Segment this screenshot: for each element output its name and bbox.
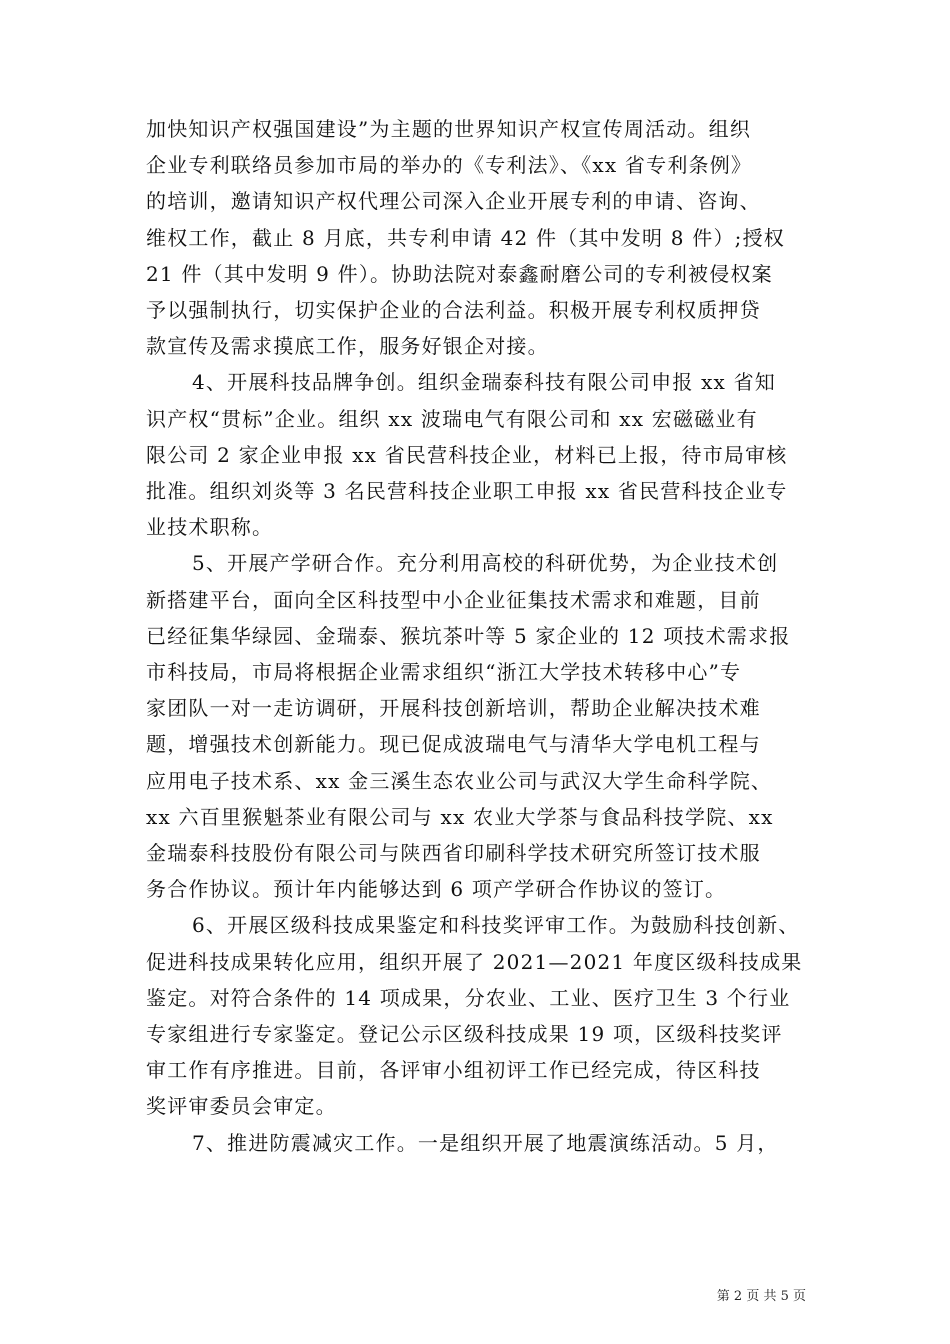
text-line: 市科技局，市局将根据企业需求组织“浙江大学技术转移中心”专 xyxy=(146,660,742,685)
text-line: 奖评审委员会审定。 xyxy=(146,1094,337,1119)
text-line: 6、开展区级科技成果鉴定和科技奖评审工作。为鼓励科技创新、 xyxy=(192,913,800,938)
text-line: 企业专利联络员参加市局的举办的《专利法》、《xx 省专利条例》 xyxy=(146,153,753,178)
text-line: 限公司 2 家企业申报 xx 省民营科技企业，材料已上报，待市局审核 xyxy=(146,442,788,467)
text-line: 7、推进防震减灾工作。一是组织开展了地震演练活动。5 月， xyxy=(192,1130,779,1155)
text-line: 务合作协议。预计年内能够达到 6 项产学研合作协议的签订。 xyxy=(146,877,727,902)
page-number-label: 第 2 页 共 5 页 xyxy=(716,1289,806,1304)
text-line: 的培训，邀请知识产权代理公司深入企业开展专利的申请、咨询、 xyxy=(146,189,761,214)
text-line: 予以强制执行，切实保护企业的合法利益。积极开展专利权质押贷 xyxy=(146,298,761,323)
document-body xyxy=(146,111,810,1161)
paragraph-brand-creation xyxy=(146,364,810,545)
paragraph-industry-academia xyxy=(146,545,810,907)
page-number-footer xyxy=(0,1285,806,1304)
text-line: 21 件（其中发明 9 件）。协助法院对泰鑫耐磨公司的专利被侵权案 xyxy=(146,261,773,286)
text-line: 已经征集华绿园、金瑞泰、猴坑茶叶等 5 家企业的 12 项技术需求报 xyxy=(146,623,791,648)
text-line: 鉴定。对符合条件的 14 项成果，分农业、工业、医疗卫生 3 个行业 xyxy=(146,985,791,1010)
text-line: xx 六百里猴魁茶业有限公司与 xx 农业大学茶与食品科技学院、xx xyxy=(146,804,774,829)
text-line: 4、开展科技品牌争创。组织金瑞泰科技有限公司申报 xx 省知 xyxy=(192,370,776,395)
text-line: 促进科技成果转化应用，组织开展了 2021—2021 年度区级科技成果 xyxy=(146,949,803,974)
text-line: 专家组进行专家鉴定。登记公示区级科技成果 19 项，区级科技奖评 xyxy=(146,1022,783,1047)
text-line: 识产权“贯标”企业。组织 xx 波瑞电气有限公司和 xx 宏磁磁业有 xyxy=(146,406,758,431)
text-line: 款宣传及需求摸底工作，服务好银企对接。 xyxy=(146,334,549,359)
text-line: 批准。组织刘炎等 3 名民营科技企业职工申报 xx 省民营科技企业专 xyxy=(146,479,788,504)
paragraph-earthquake-prevention xyxy=(146,1125,810,1161)
text-line: 金瑞泰科技股份有限公司与陕西省印刷科学技术研究所签订技术服 xyxy=(146,841,761,866)
text-line: 加快知识产权强国建设”为主题的世界知识产权宣传周活动。组织 xyxy=(146,117,752,141)
text-line: 业技术职称。 xyxy=(146,515,274,540)
text-line: 5、开展产学研合作。充分利用高校的科研优势，为企业技术创 xyxy=(192,551,779,576)
text-line: 家团队一对一走访调研，开展科技创新培训，帮助企业解决技术难 xyxy=(146,696,761,721)
paragraph-achievement-appraisal xyxy=(146,907,810,1124)
text-line: 应用电子技术系、xx 金三溪生态农业公司与武汉大学生命科学院、 xyxy=(146,768,773,793)
paragraph-ip-promotion xyxy=(146,111,810,364)
text-line: 维权工作，截止 8 月底，共专利申请 42 件（其中发明 8 件）;授权 xyxy=(146,225,785,250)
text-line: 题，增强技术创新能力。现已促成波瑞电气与清华大学电机工程与 xyxy=(146,732,761,757)
text-line: 新搭建平台，面向全区科技型中小企业征集技术需求和难题，目前 xyxy=(146,587,761,612)
text-line: 审工作有序推进。目前，各评审小组初评工作已经完成，待区科技 xyxy=(146,1058,761,1083)
